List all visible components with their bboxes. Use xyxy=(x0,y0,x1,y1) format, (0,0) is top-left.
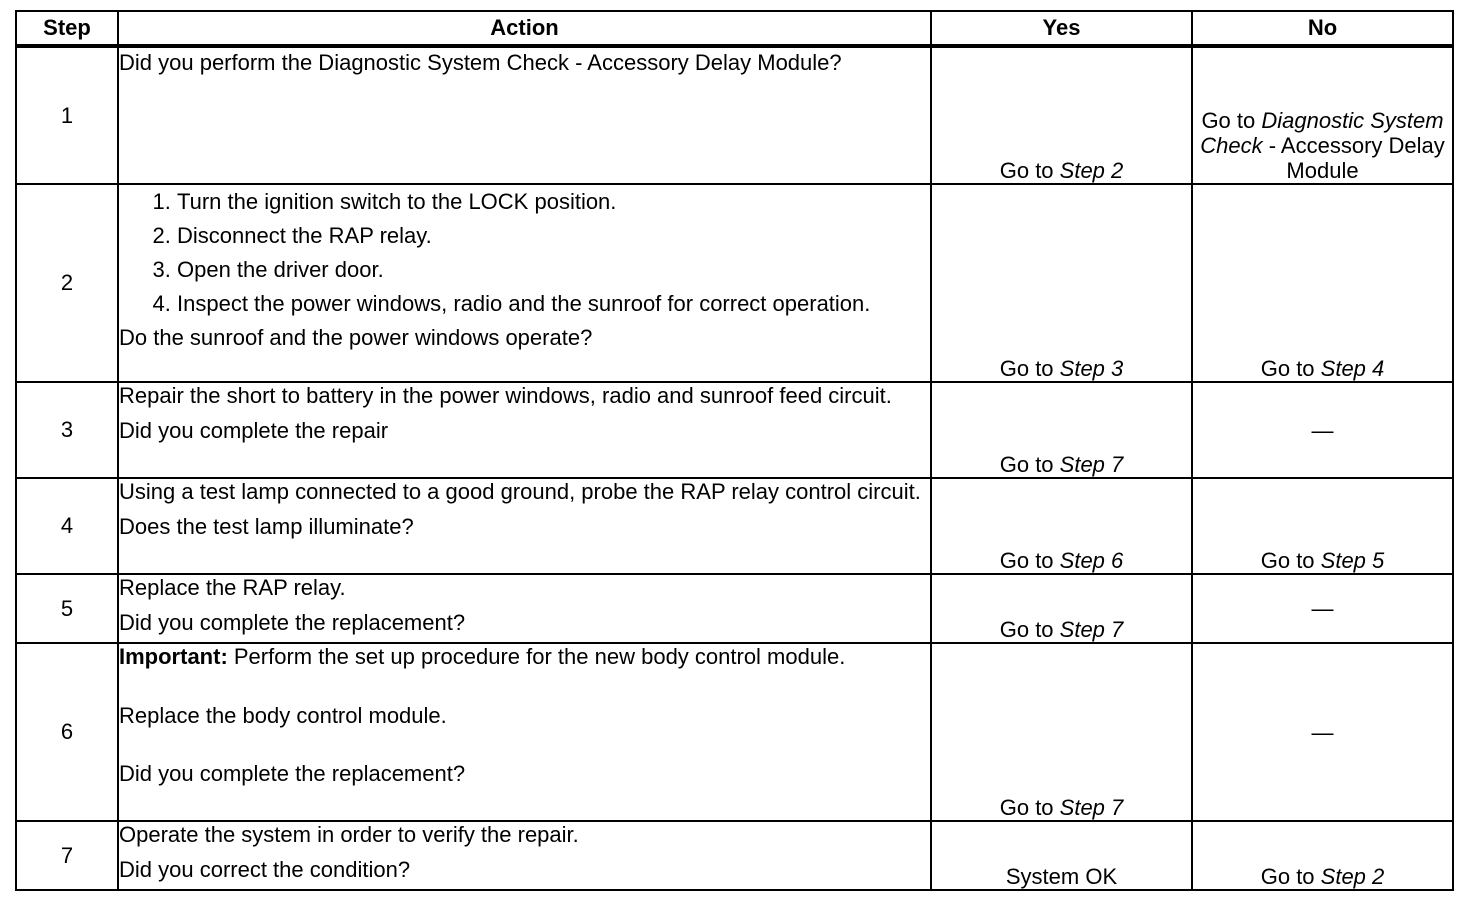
yes-cell xyxy=(931,643,1192,821)
yes-prefix: Go to xyxy=(999,548,1060,573)
action-text: Perform the set up procedure for the new body control module. xyxy=(227,644,846,669)
procedure-list xyxy=(119,189,930,316)
action-text: Did you perform the Diagnostic System Check - Accessory Delay Module? xyxy=(119,50,842,75)
no-prefix: Go to xyxy=(1260,356,1321,381)
list-item: 1. Turn the ignition switch to the LOCK position. xyxy=(177,189,930,214)
no-link[interactable]: Step 5 xyxy=(1320,548,1385,573)
yes-link[interactable]: Step 7 xyxy=(1059,452,1124,477)
header-no: No xyxy=(1192,11,1453,46)
action-cell xyxy=(118,478,931,574)
no-prefix: Go to xyxy=(1201,108,1262,133)
header-yes: Yes xyxy=(931,11,1192,46)
step-number: 7 xyxy=(16,821,118,890)
table-row xyxy=(16,574,1453,643)
yes-prefix: Go to xyxy=(999,158,1060,183)
no-cell xyxy=(1192,821,1453,890)
yes-prefix: Go to xyxy=(999,795,1060,820)
action-text: Operate the system in order to verify the repair. xyxy=(119,822,579,847)
step-number: 2 xyxy=(16,184,118,382)
yes-link[interactable]: Step 6 xyxy=(1059,548,1124,573)
yes-cell xyxy=(931,574,1192,643)
yes-link[interactable]: Step 7 xyxy=(1059,617,1124,642)
yes-link[interactable]: Step 7 xyxy=(1059,795,1124,820)
yes-cell xyxy=(931,46,1192,184)
action-text: Using a test lamp connected to a good ground, probe the RAP relay control circuit. xyxy=(119,479,921,504)
header-row xyxy=(16,11,1453,46)
table-row xyxy=(16,46,1453,184)
question-text: Did you complete the replacement? xyxy=(119,610,466,635)
important-label: Important: xyxy=(119,644,228,669)
header-action: Action xyxy=(118,11,931,46)
step-number: 1 xyxy=(16,46,118,184)
table-row xyxy=(16,821,1453,890)
question-text: Did you complete the repair xyxy=(119,418,389,443)
yes-prefix: Go to xyxy=(999,617,1060,642)
no-suffix: - Accessory Delay Module xyxy=(1262,133,1445,183)
action-cell xyxy=(118,643,931,821)
no-cell: — xyxy=(1192,643,1453,821)
action-cell xyxy=(118,46,931,184)
no-cell: — xyxy=(1192,574,1453,643)
question-text: Does the test lamp illuminate? xyxy=(119,514,414,539)
step-number: 5 xyxy=(16,574,118,643)
yes-link[interactable]: Step 3 xyxy=(1059,356,1124,381)
action-text-2: Replace the body control module. xyxy=(119,703,447,728)
no-cell xyxy=(1192,46,1453,184)
no-cell: — xyxy=(1192,382,1453,478)
yes-prefix: Go to xyxy=(999,452,1060,477)
list-item: 3. Open the driver door. xyxy=(177,257,930,282)
yes-prefix: Go to xyxy=(999,356,1060,381)
no-cell xyxy=(1192,478,1453,574)
yes-link[interactable]: Step 2 xyxy=(1059,158,1124,183)
question-text: Did you correct the condition? xyxy=(119,857,411,882)
yes-cell xyxy=(931,478,1192,574)
table-row xyxy=(16,478,1453,574)
question-text: Do the sunroof and the power windows operate? xyxy=(119,325,593,350)
action-cell xyxy=(118,382,931,478)
action-cell xyxy=(118,574,931,643)
action-text: Repair the short to battery in the power windows, radio and sunroof feed circuit. xyxy=(119,383,892,408)
important-note xyxy=(119,644,930,669)
action-text: Replace the RAP relay. xyxy=(119,575,346,600)
diagnostic-table xyxy=(15,10,1454,891)
no-link[interactable]: Diagnostic System Check xyxy=(1200,108,1444,158)
table-row xyxy=(16,184,1453,382)
step-number: 4 xyxy=(16,478,118,574)
yes-cell xyxy=(931,382,1192,478)
action-cell xyxy=(118,821,931,890)
yes-cell xyxy=(931,184,1192,382)
no-prefix: Go to xyxy=(1260,864,1321,889)
no-link[interactable]: Step 2 xyxy=(1320,864,1385,889)
no-link[interactable]: Step 4 xyxy=(1320,356,1385,381)
table-row xyxy=(16,643,1453,821)
list-item: 2. Disconnect the RAP relay. xyxy=(177,223,930,248)
step-number: 3 xyxy=(16,382,118,478)
yes-cell: System OK xyxy=(931,821,1192,890)
header-step: Step xyxy=(16,11,118,46)
no-cell xyxy=(1192,184,1453,382)
no-prefix: Go to xyxy=(1260,548,1321,573)
table-row xyxy=(16,382,1453,478)
question-text: Did you complete the replacement? xyxy=(119,761,466,786)
list-item: 4. Inspect the power windows, radio and the sunroof for correct operation. xyxy=(177,291,930,316)
action-cell xyxy=(118,184,931,382)
step-number: 6 xyxy=(16,643,118,821)
